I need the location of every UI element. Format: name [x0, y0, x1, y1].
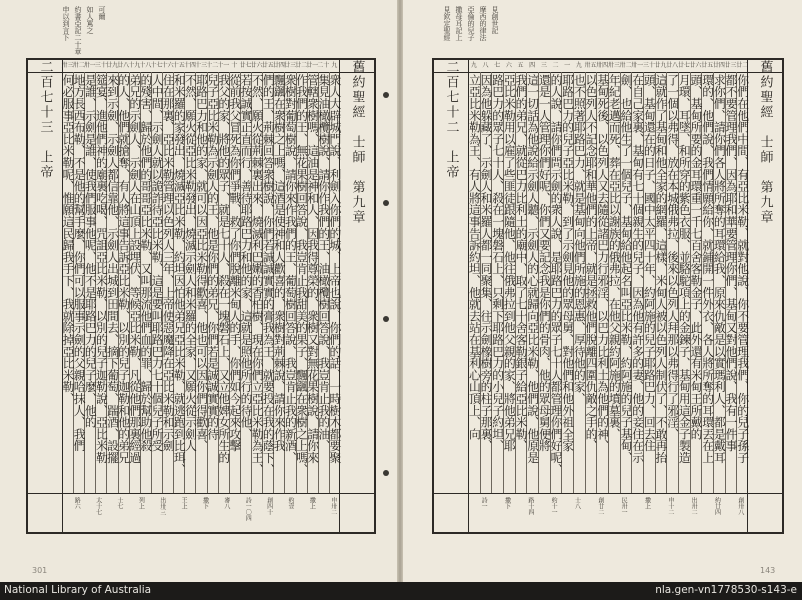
text-column: 的人、他們就搶奪、有人將這事告訴亞比米勒、以別的兒子迦勒和他的弟兄: [116, 74, 131, 464]
right-page-number: 二百七十二 上帝: [443, 60, 459, 180]
book-spine: [397, 0, 403, 582]
verse-number: 卅一: [631, 62, 644, 69]
cross-reference: 撒下: [201, 497, 209, 509]
text-column: 筵宴、進他們神的廟裏吃喝、咒詛亞比米勒、以別的兒子迦勒說、亞比米勒: [94, 74, 109, 464]
marginal-note: 摩西的律法: [479, 6, 487, 41]
cross-reference: 士八: [573, 497, 581, 509]
verse-number: 三: [540, 62, 547, 69]
verse-number: 六: [505, 62, 512, 69]
text-column: 環的、他們說、我們情願給你、就鋪開一件外衣、各人將所奪的耳環丟在上: [700, 74, 715, 464]
cross-reference: 創四十: [265, 497, 273, 515]
verse-number: 十一: [217, 62, 230, 69]
verse-number: 九: [575, 62, 582, 69]
text-column: 人中間、示劍人就以詭詐待亞比米勒、這是要叫耶路巴力七十個兒子所受: [150, 74, 165, 452]
verse-number: 卅四: [596, 62, 609, 69]
text-column: 飄颻在衆樹之上嗎、這酒是使神和人歡喜的、衆樹對荊棘說、請你來作我: [272, 74, 287, 452]
binding-hole: [383, 470, 389, 476]
binding-hole: [383, 200, 389, 206]
right-text-frame: [432, 58, 784, 534]
text-column: 衆人大辟城門說、利劍入你們的城、上帝也說、你們的話、一時樹木都要聚: [327, 74, 342, 464]
verse-number: 三十: [94, 62, 107, 69]
verse-number: 二: [552, 62, 559, 69]
library-credit: National Library of Australia: [4, 584, 152, 596]
right-footnote-band: [434, 493, 782, 532]
verse-number: 十二: [206, 62, 219, 69]
text-column: 集見油橄欖樹說、請你作我們的王、油橄欖樹回答說、我豈肯止我的油、: [316, 74, 331, 452]
text-column: 耶路巴力和他的家、就可以因亞比米勒得歡喜、他也可以因你們得歡喜、: [194, 74, 209, 452]
verse-number: 卅三: [607, 62, 620, 69]
text-column: 不然、願火從亞比米勒發出、燒滅示劍人和米羅的全家、又願火從示劍人: [183, 74, 198, 452]
marginal-note: 見創世記: [491, 6, 499, 34]
right-text-columns: [468, 72, 748, 494]
verse-number: 廿九: [106, 62, 119, 69]
text-column: 月環、耳墜、和所穿的紫色衣服、並駱駝項上的金鍊子、基甸用這金子製造: [677, 74, 692, 464]
left-running-head: 舊約聖經 士師 第九章: [349, 60, 365, 225]
text-column: 的人說、請你們問示劍的衆人說、是耶路巴力的眾子七十人都管理你們好呢、: [549, 74, 563, 476]
verse-number: 七: [494, 62, 501, 69]
verse-number: 廿七: [677, 62, 690, 69]
cross-reference: 撒上: [308, 497, 316, 509]
text-column: 你們在他們中間、有亞比米勒、就對他說、你不要管理我們、你的兒子孫子: [735, 74, 750, 464]
text-column: 以色列人不記念耶和華他們的上帝、就是拯救他們脫離四圍仇敵之手的、: [584, 74, 598, 452]
verse-number: 廿六: [250, 62, 263, 69]
cross-reference: 申十二: [666, 497, 674, 515]
verse-number: 廿六: [689, 62, 702, 69]
right-head-notes: [441, 6, 531, 51]
verse-number: 卅三: [61, 62, 74, 69]
cross-reference: 詩一〇四: [244, 497, 252, 521]
text-column: 也不照著耶路巴力、就是基甸向他們所施的恩惠、厚待他的家、: [572, 74, 587, 405]
text-column: 何必服事亞比米勒呢、惟願這民歸我手下、我就除掉亞比米勒、: [61, 74, 76, 405]
verse-number: 廿九: [654, 62, 667, 69]
verse-number: 卅二: [72, 62, 85, 69]
text-column: 頭、基甸所要的金耳環重一千七百舍客勒金子、此外還有米甸王所戴的: [689, 74, 703, 440]
verse-number: 十九: [128, 62, 141, 69]
verse-number: 五: [517, 62, 524, 69]
verse-number: 卅二: [619, 62, 632, 69]
left-footnote-band: [28, 493, 374, 532]
verse-number: 廿八: [117, 62, 130, 69]
verse-number: 卅五: [584, 62, 597, 69]
verse-number: 十八: [139, 62, 152, 69]
text-column: 立亞比米勒為王、有人將這事告訴約坦、他就去站在基利心山頂上、向: [467, 74, 482, 440]
cross-reference: 詩一: [480, 497, 488, 509]
right-page-number-strip: [434, 60, 469, 532]
text-column: 還是一人管理你們好呢、你們又要記念我是你們的骨肉、他的眾母舅便將: [537, 74, 552, 452]
verse-number: 廿二: [295, 62, 308, 69]
cross-reference: 路六: [73, 497, 81, 509]
text-column: 是誰、示劍是誰、使我們服事他呢、他不是耶路巴力的兒子麼、他的: [83, 74, 98, 428]
left-text-frame: [26, 58, 376, 534]
text-column: 劍、也給他生了一個兒子、基甸給他起名叫亞比米勒、約阿施的兒子基甸、: [619, 74, 633, 464]
right-running-head: 舊約聖經 士師 第九章: [757, 60, 773, 225]
marginal-note: 撒母耳記上: [455, 6, 463, 41]
cross-reference: 撒下: [503, 497, 511, 509]
text-column: 因為他躲藏了、示劍人和米羅人都一同聚集、往示劍橡樹旁的柱子那裏、: [479, 74, 493, 452]
cross-reference: 創卅八: [736, 497, 744, 515]
text-column: 來到示劍、示劍人都信靠他、示劍人出城到田間去、摘下葡萄、踹酒、設擺: [105, 74, 120, 464]
archive-footer-bar: [0, 582, 802, 600]
record-identifier: nla.gen-vn1778530-s143-e: [655, 584, 797, 596]
verse-number: 廿七: [239, 62, 252, 69]
cross-reference: 民卅一: [620, 497, 628, 515]
left-page-number: 二百七十三 上帝: [37, 60, 53, 180]
binding-hole: [383, 316, 389, 322]
verse-number: 三十: [642, 62, 655, 69]
cross-reference: 約廿四: [713, 497, 721, 515]
verse-number: 卅一: [83, 62, 96, 69]
cross-reference: 列上: [137, 497, 145, 509]
marginal-note: 申以到言下: [62, 6, 70, 41]
left-page: [0, 0, 399, 582]
verse-number: 九: [331, 62, 338, 69]
cross-reference: 路十四: [526, 497, 534, 515]
verse-number: 八: [482, 62, 489, 69]
verse-number: 二十: [317, 62, 330, 69]
verse-number: 十七: [150, 62, 163, 69]
verse-number: 廿四: [712, 62, 725, 69]
text-column: 我們的弟兄、就從巴力比利土的廟中、取了七十舍客勒銀子給亞比米勒、: [514, 74, 528, 452]
cross-reference: 出卅二: [690, 497, 698, 515]
text-column: 頭、基甸還在的日子、國中太平四十年、約阿施的兒子耶路巴力、回去住: [642, 74, 657, 452]
verse-number: 廿三: [283, 62, 296, 69]
text-column: 弟兄的示劍人、示劍人在山頂上設埋伏、等候亞比米勒、凡從他們那裏經過: [127, 74, 142, 464]
cross-reference: 王上: [180, 497, 188, 509]
binding-hole: [383, 92, 389, 98]
cross-reference: 士七: [115, 497, 123, 509]
verse-number: 廿一: [306, 62, 319, 69]
verse-number: 廿五: [261, 62, 274, 69]
marginal-note: 可爾: [98, 6, 106, 20]
left-text-columns: [62, 72, 340, 494]
text-column: 衆樹對葡萄樹說、請你來作我們的王、葡萄樹回答說、我豈肯止我的新酒、: [283, 74, 298, 464]
text-column: 都不要管理我們、因為耶和華要管理你們、基甸又對他們說、我有一件事: [724, 74, 738, 452]
right-running-head-strip: [747, 60, 782, 532]
text-column: 若按誠實正直而行、善待耶路巴力和他的家、這就是照他所行的待他、: [238, 74, 253, 440]
cross-reference: 申卅二: [329, 497, 337, 515]
text-column: 從前我父冒死為你們爭戰、救了你們脫離米甸人的手、你們如今起來攻擊: [227, 74, 242, 452]
text-column: 求你們、請你們各人將所奪的耳環給我、原來仇敵是以實瑪利人、都是戴耳: [712, 74, 727, 464]
text-column: 基甸死後、以色列人又去隨從諸巴力行邪淫、以巴力比利土為他們的神、: [595, 74, 610, 452]
cross-reference: 創廿二: [596, 497, 604, 515]
text-column: 兒子亞比米勒為示劍人的王、他是你們的弟兄、你們若是誠誠實實的待: [205, 74, 220, 440]
text-column: 在自己家裏、基甸有七十個親生的兒子、因為他有許多的妻、他的妾住在示: [630, 74, 645, 464]
left-head-notes: [60, 6, 120, 55]
cross-reference: 撒上: [643, 497, 651, 509]
text-column: 和米羅的家發出、燒滅亞比米勒、約坦因怕他弟兄亞比米勒、就逃跑到比珥、: [172, 74, 187, 476]
text-column: 路巴力的眾子七十人、殺在一塊磐石上、只剩下耶路巴力的小兒子約坦、: [490, 74, 505, 452]
marginal-note: 約書亞記二十章: [74, 6, 82, 55]
text-column: 了一個以弗得、放在本城俄弗拉、後來以色列人拜那以弗得行了邪淫、: [665, 74, 680, 440]
verse-number: 廿四: [272, 62, 285, 69]
left-running-head-strip: [339, 60, 374, 532]
pencil-mark: 301: [32, 566, 48, 575]
text-column: 不然、願火從荊棘裏出來、燒滅利巴嫩的香柏樹、現在你們立亞比米勒為王、: [250, 74, 265, 476]
text-column: 作我們的王、無花果樹回答說、我豈肯止我甜美的果子、飄颻在衆樹之上嗎、: [294, 74, 309, 476]
text-column: 我父的家、將他的眾子、就是七十人、殺在一塊磐石上、又立他婢女所生的: [216, 74, 231, 464]
verse-number: 四: [529, 62, 536, 69]
verse-number: 廿二: [736, 62, 749, 69]
left-page-number-strip: [28, 60, 63, 532]
verse-number: 十三: [194, 62, 207, 69]
text-column: 這一切話為他說給示劍人聽、示劍人的心就歸向亞比米勒、他們說、他原是: [525, 74, 540, 464]
cross-reference: 約十一: [550, 497, 558, 515]
text-column: 亞比米勒用以雇了些匪徒跟隨他、他往俄弗拉到他父親的家、將他弟兄耶: [502, 74, 517, 452]
text-column: 年紀老邁而死、葬在亞比以謝族的俄弗拉、在他父親約阿施的墳墓裏、: [607, 74, 622, 440]
text-column: 們的王、荊棘回答衆樹說、你們若誠誠實實的膏我為王、就要投在我的蔭下、: [261, 74, 276, 476]
verse-number: 廿三: [724, 62, 737, 69]
verse-number: 十四: [183, 62, 196, 69]
verse-number: 廿八: [666, 62, 679, 69]
text-column: 這就作了基甸和他全家的網羅、這樣、米甸人被以色列人制伏了、不敢再抬: [654, 74, 668, 464]
marginal-note: 亞倫的兒子: [467, 6, 475, 41]
cross-reference: 約壹: [287, 497, 295, 509]
verse-number: 廿五: [701, 62, 714, 69]
text-column: 地方長西布勒、不是他的幫手麼、你們可以服事示劍的父親哈抹人、我們: [72, 74, 87, 452]
verse-number: 九: [470, 62, 477, 69]
text-column: 耶路巴力的兒子亞比米勒、到了示劍見他的眾母舅、對他們和他外祖全家: [560, 74, 575, 452]
verse-number: 十: [231, 62, 238, 69]
text-column: 住在那裏、亞比米勒管理以色列人三年、上帝使惡魔降在亞比米勒和示劍: [161, 74, 176, 452]
marginal-note: 見欽定聖經: [443, 6, 451, 41]
pencil-mark: 143: [760, 566, 776, 575]
verse-number: 十五: [172, 62, 185, 69]
verse-number: 十六: [161, 62, 174, 69]
verse-number: 一: [564, 62, 571, 69]
cross-reference: 出卅三: [158, 497, 166, 515]
text-column: 的殘害、歸於他們的哥哥亞比米勒、又叫那流他們血的罪、歸於幫助他殺: [138, 74, 153, 452]
marginal-note: 如人罵之: [86, 6, 94, 34]
cross-reference: 審八: [222, 497, 230, 509]
text-column: 管轄衆樹嗎、這油是神和人、因我得尊榮的、衆樹又對無花果樹說、請你來: [305, 74, 320, 464]
cross-reference: 太十七: [94, 497, 102, 515]
